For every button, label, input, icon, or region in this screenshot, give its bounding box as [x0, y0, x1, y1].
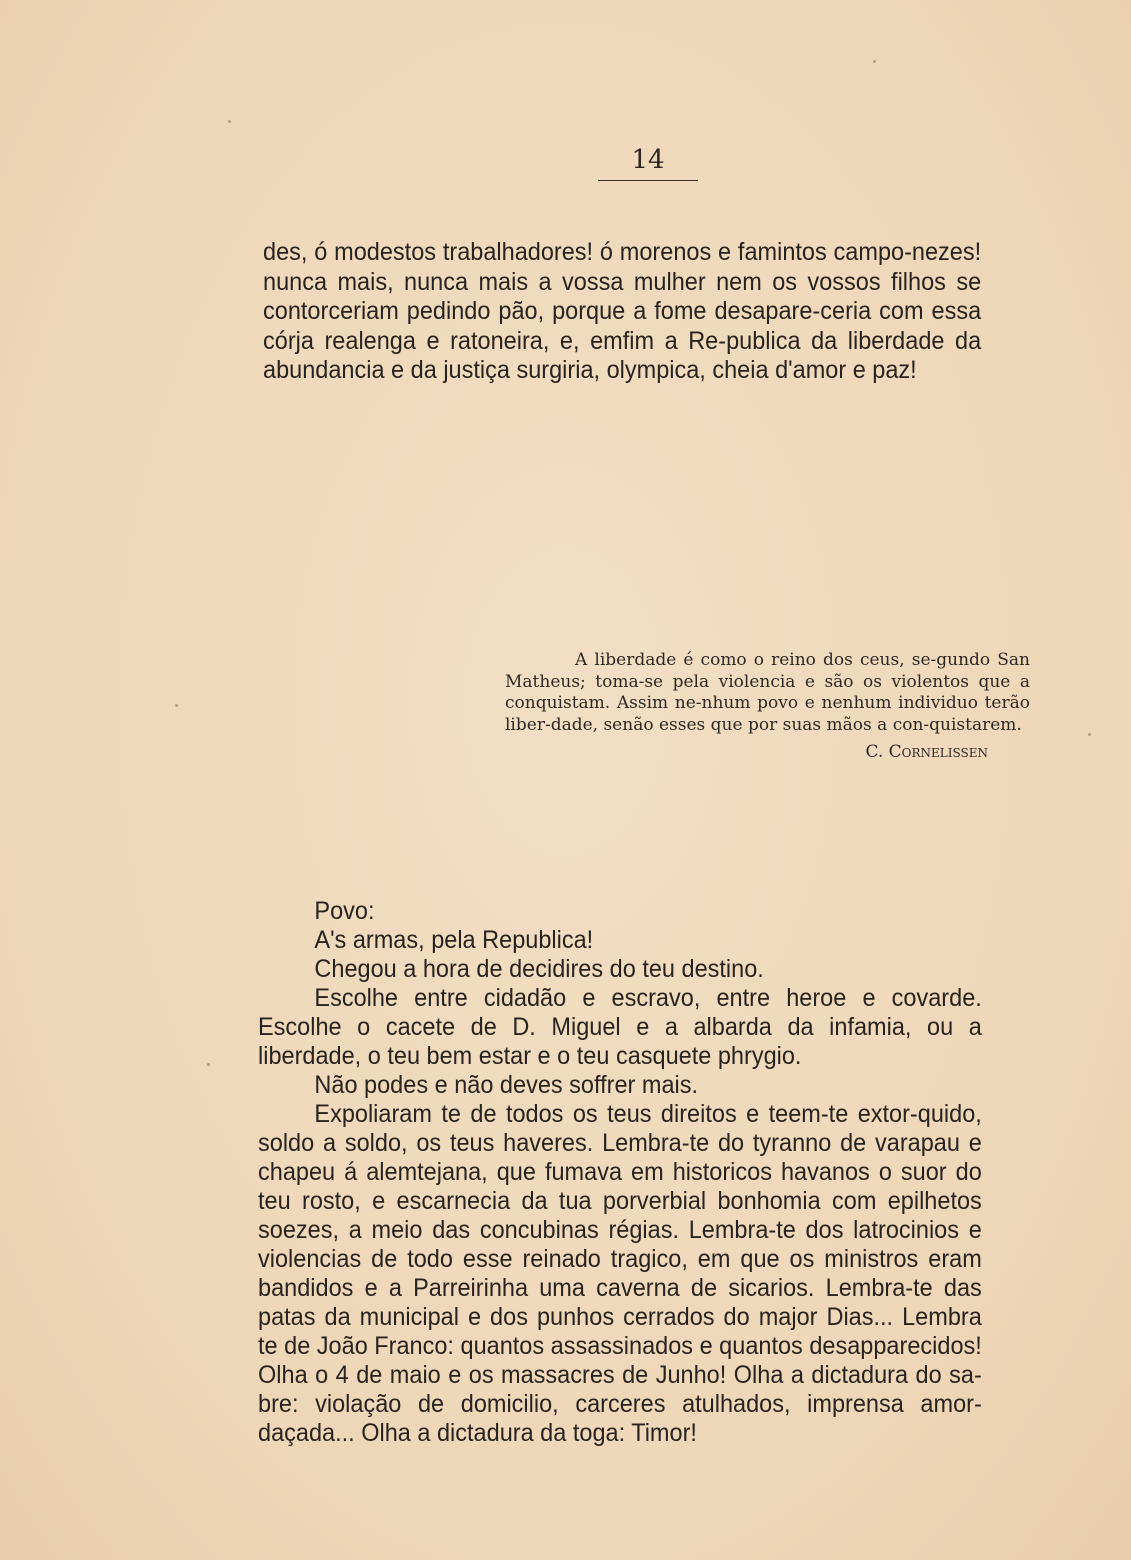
appeal-paragraph: Expoliaram te de todos os teus direitos e teem-te extor-quido, soldo a soldo, os teus haveres. Lembra-te do tyranno de varapau e chapeu á alemtejana, que fumava em historicos havanos o suor do teu rosto, e escarnecia da tua porverbial bonhomia com epilhetos soezes, a meio das concubinas régias. Lembra-te dos latrocinios e violencias de todo esse reinado tragico, em que os ministros eram bandidos e a Parreirinha uma caverna de sicarios. Lembra-te das patas da municipal e dos punhos cerrados do major Dias... Lembra te de João Franco: quantos assassinados e quantos desapparecidos! Olha o 4 de maio e os massacres de Junho! Olha a dictadura do sa-bre: violação de domicilio, carceres atulhados, imprensa amor-daçada... Olha a dictadura da toga: Timor! — [258, 1100, 982, 1447]
appeal-line: Não podes e não deves soffrer mais. — [314, 1071, 699, 1099]
appeal-line: Povo: — [314, 897, 375, 925]
paper-speck — [207, 1063, 210, 1066]
paper-speck — [228, 120, 231, 123]
paragraph-top — [263, 238, 981, 386]
paper-speck — [873, 60, 876, 63]
page-number-rule — [598, 180, 698, 181]
paragraph-top-text: des, ó modestos trabalhadores! ó morenos e famintos campo-nezes! nunca mais, nunca mais a vossa mulher nem os vossos filhos se contorceriam pedindo pão, porque a fome desapare-ceria com essa córja realenga e ratoneira, e, emfim a Re-publica da liberdade da abundancia e da justiça surgiria, olympica, cheia d'amor e paz! — [263, 238, 982, 384]
epigraph-author: C. Cornelissen — [865, 742, 988, 762]
page-number: 14 — [631, 145, 665, 175]
appeal-line: A's armas, pela Republica! — [314, 926, 594, 954]
paper-speck — [175, 704, 178, 707]
appeal-paragraph: Escolhe entre cidadão e escravo, entre heroe e covarde. Escolhe o cacete de D. Miguel e a albarda da infamia, ou a liberdade, o teu bem estar e o teu casquete phrygio. — [258, 984, 982, 1070]
epigraph-text: A liberdade é como o reino dos ceus, se-gundo San Matheus; toma-se pela violencia e são os violentos que a conquistam. Assim ne-nhum povo e nenhum individuo terão liber-dade, senão esses que por suas mãos a con-quistarem. — [505, 650, 1030, 735]
epigraph — [505, 650, 1030, 764]
appeal-line: Chegou a hora de decidires do teu destino. — [314, 955, 764, 983]
appeal-section — [258, 897, 982, 1448]
paper-speck — [1088, 733, 1091, 736]
